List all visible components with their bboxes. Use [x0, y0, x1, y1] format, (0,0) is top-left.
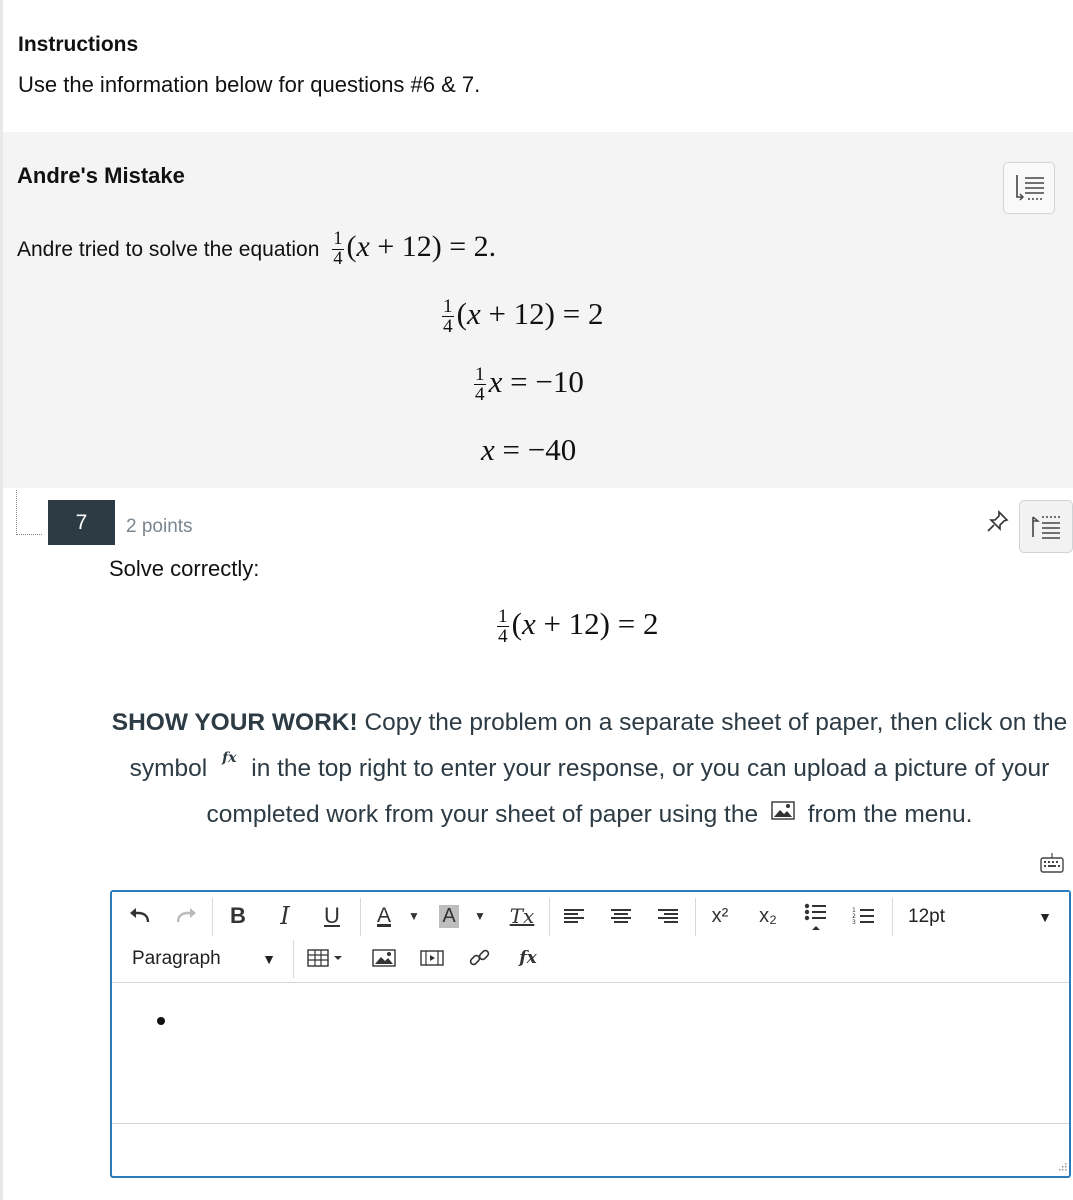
chevron-down-icon: ▼: [1038, 909, 1052, 925]
question-points: 2 points: [126, 516, 193, 537]
toolbar-separator: [695, 898, 696, 936]
list-icon: [1020, 501, 1072, 552]
stimulus-toggle-button[interactable]: [1003, 162, 1055, 214]
align-left-icon: [562, 906, 586, 926]
editor-statusbar: [112, 1123, 1069, 1175]
question-indicator-dots: [16, 490, 42, 535]
toolbar-separator: [360, 898, 361, 936]
equation-button[interactable]: fx: [519, 948, 537, 968]
work-line-2: $\frac{1}{4}$ x = −10: [475, 364, 584, 406]
bullet-list-icon: [804, 901, 828, 931]
resize-handle-icon[interactable]: [1055, 1161, 1067, 1173]
image-icon: [372, 948, 396, 968]
question-toggle-button[interactable]: [1019, 500, 1073, 553]
numbered-list-icon: [852, 905, 876, 927]
svg-text:3: 3: [852, 919, 856, 926]
work-line-3: x = −40: [481, 432, 577, 467]
highlight-button[interactable]: [434, 898, 464, 934]
bold-button[interactable]: B: [230, 903, 246, 928]
toolbar-separator: [293, 940, 294, 978]
block-format-value: Paragraph: [132, 948, 221, 969]
undo-button[interactable]: [122, 898, 158, 934]
fraction: $\frac{1}{4}$: [333, 228, 343, 269]
toolbar-separator: [892, 898, 893, 936]
link-button[interactable]: [462, 940, 498, 976]
text-color-button[interactable]: A: [376, 904, 391, 927]
editor-toolbar: [112, 892, 1069, 983]
align-center-button[interactable]: [603, 898, 639, 934]
stimulus-intro-text: Andre tried to solve the equation: [17, 238, 320, 261]
bullet-point: [157, 1017, 165, 1025]
align-right-icon: [656, 906, 680, 926]
bullet-list-button[interactable]: [798, 898, 834, 934]
italic-button[interactable]: I: [280, 902, 290, 930]
numbered-list-button[interactable]: [846, 898, 882, 934]
align-center-icon: [609, 906, 633, 926]
underline-button[interactable]: U: [324, 903, 340, 928]
highlight-icon: A: [439, 905, 458, 928]
show-work-bold: SHOW YOUR WORK!: [111, 709, 358, 736]
image-upload-button[interactable]: [366, 940, 402, 976]
media-button[interactable]: [414, 940, 450, 976]
stimulus-intro: [17, 230, 496, 268]
instructions-title: Instructions: [18, 33, 139, 56]
image-icon: [771, 792, 795, 838]
chevron-down-icon: ▼: [262, 951, 276, 967]
svg-text:2: 2: [852, 913, 856, 920]
show-work-instructions: SHOW YOUR WORK! Copy the problem on a separate sheet of paper, then click on the symbol fx in the top right to enter your response, or you can upload a picture of your completed work from your sheet of paper using the from the menu.: [106, 700, 1073, 838]
undo-icon: [128, 906, 152, 926]
work-line-1: $\frac{1}{4}$ (x + 12) = 2: [443, 296, 604, 338]
fraction: $\frac{1}{4}$: [498, 606, 508, 648]
table-icon: [307, 948, 347, 968]
font-size-select[interactable]: [908, 902, 1058, 932]
toolbar-separator: [549, 898, 550, 936]
superscript-button[interactable]: x²: [711, 904, 729, 927]
block-format-select[interactable]: [132, 944, 282, 974]
table-button[interactable]: [304, 940, 350, 976]
subscript-button[interactable]: x₂: [759, 904, 777, 927]
media-icon: [420, 948, 444, 968]
font-size-value: 12pt: [908, 906, 945, 927]
pin-icon[interactable]: [985, 508, 1011, 534]
toolbar-separator: [212, 898, 213, 936]
stimulus-equation: $\frac{1}{4}$ (x + 12) = 2.: [333, 228, 497, 269]
link-icon: [468, 947, 492, 969]
redo-icon: [174, 906, 198, 926]
keyboard-icon[interactable]: [1040, 852, 1064, 874]
equation-icon: fx: [222, 750, 237, 766]
clear-formatting-button[interactable]: Tx: [509, 904, 535, 928]
fraction: $\frac{1}{4}$: [475, 364, 485, 406]
text-color-dropdown[interactable]: ▼: [408, 909, 420, 923]
svg-text:1: 1: [852, 907, 856, 914]
instructions-text: Use the information below for questions #6 & 7.: [18, 72, 481, 97]
question-equation: $\frac{1}{4}$ (x + 12) = 2: [498, 606, 659, 648]
question-number: 7: [48, 500, 115, 545]
question-prompt: Solve correctly:: [109, 556, 260, 581]
fraction: $\frac{1}{4}$: [443, 296, 453, 338]
stimulus-title: Andre's Mistake: [17, 163, 185, 188]
rich-text-editor: [110, 890, 1071, 1178]
highlight-dropdown[interactable]: ▼: [474, 909, 486, 923]
redo-button[interactable]: [168, 898, 204, 934]
stimulus-panel: [3, 132, 1073, 488]
list-icon: [1004, 163, 1054, 213]
editor-content[interactable]: [112, 983, 1069, 1123]
align-left-button[interactable]: [556, 898, 592, 934]
align-right-button[interactable]: [650, 898, 686, 934]
